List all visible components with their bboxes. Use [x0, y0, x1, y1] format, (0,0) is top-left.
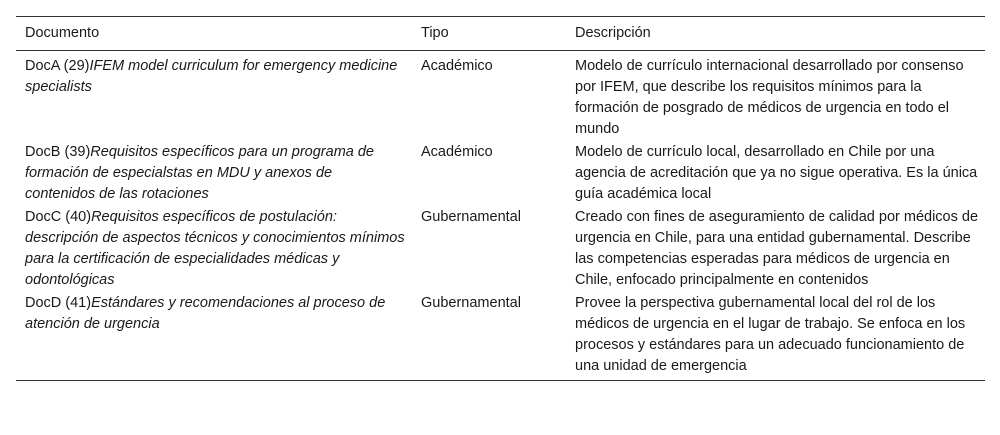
tipo-cell: Académico	[421, 58, 493, 74]
tipo-cell: Gubernamental	[412, 292, 566, 381]
header-descripcion: Descripción	[566, 17, 985, 51]
descripcion-cell: Modelo de currículo local, desarrollado en Chile por una agencia de acreditación que ya no sigue operativa. Es la única guía académica local	[575, 144, 978, 202]
documento-cell	[16, 292, 412, 381]
documento-cell	[16, 141, 412, 206]
table-row	[16, 51, 985, 142]
table-body	[16, 51, 985, 381]
doc-title: Requisitos específicos de postulación: descripción de aspectos técnicos y conocimientos mínimos para la certificación de especialidades médicas y odontológicas	[25, 209, 405, 288]
doc-id: DocD (41)	[25, 295, 92, 311]
descripcion-cell: Provee la perspectiva gubernamental local del rol de los médicos de urgencia en el lugar de trabajo. Se enfoca en los procesos y estándares para un adecuado funcionamiento de una unidad de emergencia	[566, 292, 985, 381]
tipo-cell: Gubernamental	[421, 209, 521, 225]
doc-id: DocA (29)	[25, 58, 90, 74]
descripcion-cell: Modelo de currículo internacional desarrollado por consenso por IFEM, que describe los requisitos mínimos para la formación de posgrado de médicos de urgencia en todo el mundo	[575, 58, 964, 137]
table-header	[16, 17, 985, 51]
header-row	[16, 17, 985, 51]
doc-id: DocB (39)	[25, 144, 91, 160]
documento-cell	[16, 51, 412, 142]
documento-cell	[16, 206, 412, 292]
tipo-cell: Académico	[421, 144, 493, 160]
documents-table-container	[16, 16, 985, 381]
table-row	[16, 292, 985, 381]
table-row	[16, 206, 985, 292]
table-row	[16, 141, 985, 206]
doc-title: IFEM model curriculum for emergency medicine specialists	[25, 58, 398, 95]
header-tipo: Tipo	[412, 17, 566, 51]
descripcion-cell: Creado con fines de aseguramiento de calidad por médicos de urgencia en Chile, para una entidad gubernamental. Describe las competencias esperadas para médicos de urgencia en Chile, enfocado principalmente en contenidos	[575, 209, 979, 288]
doc-title: Requisitos específicos para un programa de formación de especialstas en MDU y anexos de contenidos de las rotaciones	[25, 144, 374, 202]
doc-title: Estándares y recomendaciones al proceso de atención de urgencia	[25, 295, 386, 332]
doc-id: DocC (40)	[25, 209, 92, 225]
documents-table	[16, 16, 985, 381]
header-documento: Documento	[16, 17, 412, 51]
